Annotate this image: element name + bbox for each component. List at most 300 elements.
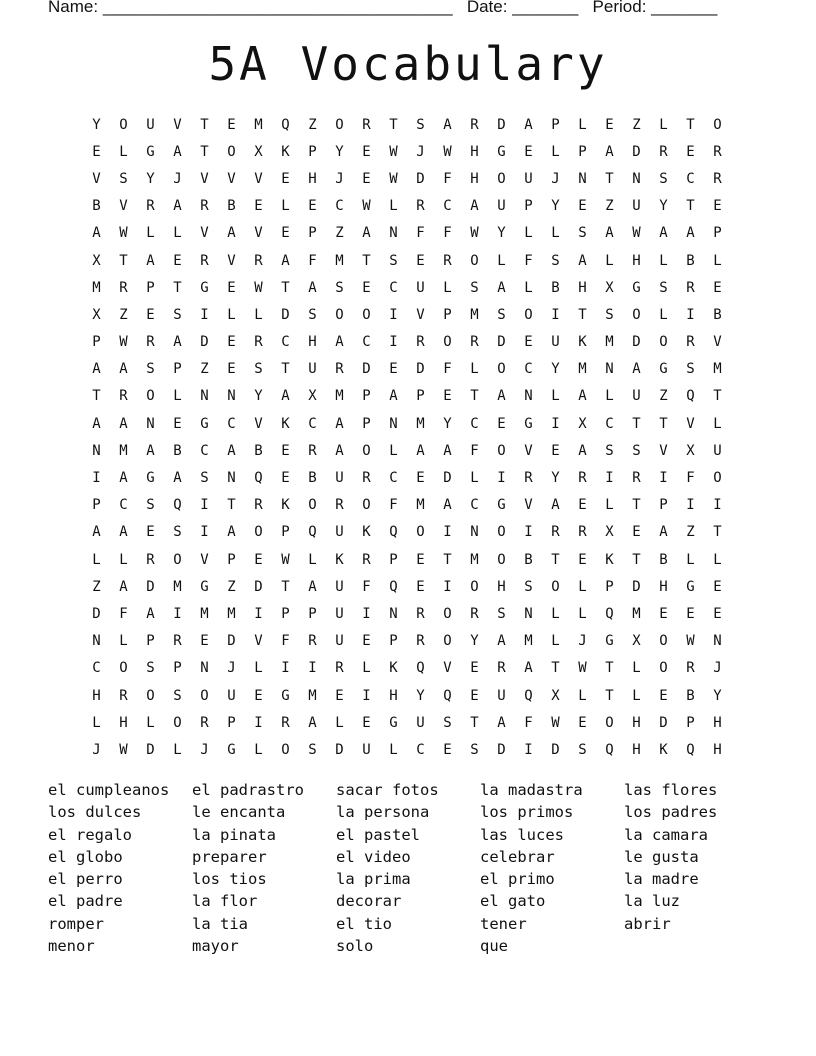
grid-row [83,655,733,682]
grid-letter: O [551,578,560,595]
grid-letter: H [659,578,668,595]
grid-letter: V [119,198,128,215]
grid-letter: R [416,605,425,622]
grid-row [83,301,733,328]
grid-letter: E [524,334,533,351]
grid-letter: S [659,170,668,187]
grid-letter: S [173,306,182,323]
grid-letter: R [200,714,209,731]
grid-letter: O [335,306,344,323]
grid-letter: C [389,470,398,487]
grid-letter: D [632,334,641,351]
grid-letter: A [497,279,506,296]
grid-letter: I [362,605,371,622]
grid-letter: E [686,143,695,160]
grid-letter: U [362,741,371,758]
grid-letter: F [281,633,290,650]
grid-letter: D [632,143,641,160]
grid-letter: R [578,470,587,487]
grid-letter: M [713,361,722,378]
grid-letter: U [335,633,344,650]
page-title: 5A Vocabulary [208,37,608,91]
word-search-grid [83,111,733,764]
grid-letter: I [524,741,533,758]
grid-letter: J [335,170,344,187]
vocab-word: el perro [48,870,123,889]
grid-letter: M [92,279,101,296]
grid-letter: P [227,551,236,568]
grid-letter: S [146,660,155,677]
grid-letter: V [254,415,263,432]
grid-letter: E [281,442,290,459]
grid-letter: S [632,442,641,459]
grid-letter: N [92,633,101,650]
grid-letter: M [578,361,587,378]
grid-letter: S [443,714,452,731]
grid-letter: L [632,660,641,677]
grid-letter: P [686,714,695,731]
grid-letter: L [551,143,560,160]
grid-row [83,247,733,274]
grid-letter: E [443,741,452,758]
grid-letter: A [146,605,155,622]
grid-letter: K [362,524,371,541]
grid-letter: Y [416,687,425,704]
grid-letter: A [92,225,101,242]
grid-letter: M [470,551,479,568]
grid-letter: P [551,116,560,133]
grid-letter: W [551,714,560,731]
grid-letter: I [443,578,452,595]
grid-letter: X [254,143,263,160]
grid-letter: O [713,470,722,487]
grid-letter: G [497,497,506,514]
grid-letter: E [254,551,263,568]
grid-letter: I [686,306,695,323]
grid-letter: A [92,361,101,378]
grid-letter: T [281,361,290,378]
grid-letter: Z [686,524,695,541]
grid-letter: T [605,660,614,677]
grid-letter: A [524,116,533,133]
grid-letter: S [389,252,398,269]
grid-letter: E [659,605,668,622]
vocab-word: solo [336,937,374,956]
grid-letter: A [605,225,614,242]
grid-letter: T [605,687,614,704]
grid-letter: C [119,497,128,514]
grid-letter: V [200,225,209,242]
grid-letter: I [200,497,209,514]
grid-letter: U [524,170,533,187]
grid-letter: R [470,605,479,622]
grid-letter: H [632,741,641,758]
grid-letter: S [659,279,668,296]
grid-letter: P [281,605,290,622]
grid-letter: L [389,442,398,459]
grid-letter: W [632,225,641,242]
grid-letter: A [389,388,398,405]
grid-letter: H [92,687,101,704]
grid-letter: I [389,306,398,323]
grid-letter: C [200,442,209,459]
grid-letter: V [254,170,263,187]
grid-letter: R [173,633,182,650]
grid-letter: O [659,633,668,650]
grid-letter: N [389,415,398,432]
grid-letter: M [605,334,614,351]
grid-letter: D [497,116,506,133]
grid-row [83,573,733,600]
grid-letter: T [227,497,236,514]
grid-letter: L [524,225,533,242]
grid-letter: T [173,279,182,296]
name-blank[interactable]: _____________________________________ [102,0,453,16]
grid-letter: R [713,170,722,187]
grid-letter: P [92,497,101,514]
grid-letter: G [200,578,209,595]
grid-letter: C [686,170,695,187]
grid-letter: A [281,252,290,269]
grid-letter: P [173,361,182,378]
grid-letter: R [470,334,479,351]
grid-letter: T [632,497,641,514]
grid-letter: Y [470,633,479,650]
grid-letter: Y [551,470,560,487]
grid-letter: B [686,252,695,269]
grid-letter: V [524,442,533,459]
vocab-word: abrir [624,914,671,933]
grid-row [83,220,733,247]
vocab-word: los padres [624,803,718,822]
grid-letter: T [551,660,560,677]
grid-letter: A [470,198,479,215]
grid-letter: D [146,578,155,595]
grid-letter: D [551,741,560,758]
grid-letter: L [254,306,263,323]
grid-letter: E [578,551,587,568]
grid-letter: V [443,660,452,677]
grid-letter: I [524,524,533,541]
grid-letter: Y [146,170,155,187]
grid-letter: N [200,660,209,677]
grid-letter: T [443,551,452,568]
grid-letter: U [632,388,641,405]
period-blank[interactable]: _______ [651,0,718,16]
grid-letter: L [146,225,155,242]
vocab-word: el regalo [48,825,132,844]
grid-letter: W [119,225,128,242]
grid-letter: H [470,170,479,187]
grid-letter: R [119,687,128,704]
grid-letter: X [605,279,614,296]
grid-letter: O [443,633,452,650]
grid-letter: T [686,198,695,215]
grid-letter: E [578,497,587,514]
grid-letter: N [524,605,533,622]
grid-letter: G [524,415,533,432]
grid-letter: S [578,225,587,242]
grid-letter: O [416,524,425,541]
grid-letter: J [200,741,209,758]
grid-letter: H [389,687,398,704]
grid-letter: R [119,279,128,296]
grid-letter: S [335,279,344,296]
grid-letter: T [470,388,479,405]
grid-letter: G [686,578,695,595]
grid-letter: E [254,198,263,215]
grid-row [83,492,733,519]
grid-letter: D [443,470,452,487]
grid-letter: C [308,415,317,432]
vocab-word: el tio [336,914,392,933]
vocab-word: el primo [480,870,555,889]
grid-letter: L [335,714,344,731]
grid-letter: A [308,578,317,595]
grid-letter: E [497,415,506,432]
grid-letter: C [443,198,452,215]
grid-letter: R [659,143,668,160]
grid-letter: P [308,605,317,622]
grid-letter: A [416,442,425,459]
vocab-word: el padrastro [192,781,304,799]
grid-letter: L [551,633,560,650]
grid-letter: X [605,524,614,541]
grid-letter: S [605,306,614,323]
grid-letter: H [632,252,641,269]
grid-letter: Y [497,225,506,242]
grid-letter: R [524,470,533,487]
grid-letter: J [173,170,182,187]
grid-letter: L [578,687,587,704]
grid-letter: R [335,660,344,677]
grid-letter: H [119,714,128,731]
grid-letter: E [254,687,263,704]
grid-letter: A [146,252,155,269]
grid-letter: V [92,170,101,187]
grid-letter: H [632,714,641,731]
grid-letter: U [335,578,344,595]
grid-letter: C [470,415,479,432]
grid-letter: L [173,388,182,405]
grid-letter: E [389,361,398,378]
grid-letter: P [362,415,371,432]
grid-letter: G [389,714,398,731]
grid-letter: A [173,143,182,160]
grid-letter: T [713,388,722,405]
grid-letter: U [497,687,506,704]
grid-letter: V [200,551,209,568]
grid-letter: Z [335,225,344,242]
grid-letter: I [308,660,317,677]
grid-letter: E [173,252,182,269]
grid-letter: D [632,578,641,595]
grid-letter: O [362,442,371,459]
grid-letter: O [335,116,344,133]
grid-letter: D [362,361,371,378]
grid-letter: Q [416,660,425,677]
grid-letter: H [497,578,506,595]
grid-letter: M [227,605,236,622]
grid-letter: L [173,741,182,758]
grid-letter: O [497,170,506,187]
grid-letter: R [686,279,695,296]
grid-letter: S [173,687,182,704]
grid-letter: S [119,170,128,187]
grid-row [83,464,733,491]
grid-letter: R [551,524,560,541]
grid-letter: H [470,143,479,160]
grid-letter: P [389,633,398,650]
grid-letter: E [173,415,182,432]
grid-letter: A [227,442,236,459]
grid-letter: N [389,605,398,622]
vocab-word: la tia [192,914,248,933]
grid-letter: A [551,497,560,514]
grid-letter: L [173,225,182,242]
grid-letter: T [632,551,641,568]
vocab-word: preparer [192,847,267,866]
grid-letter: X [632,633,641,650]
grid-letter: E [659,687,668,704]
grid-letter: L [659,306,668,323]
grid-letter: P [173,660,182,677]
grid-letter: P [713,225,722,242]
grid-letter: M [416,497,425,514]
grid-letter: M [173,578,182,595]
grid-letter: D [281,306,290,323]
grid-letter: U [713,442,722,459]
vocab-word: la pinata [192,825,276,844]
grid-letter: M [200,605,209,622]
grid-letter: O [200,687,209,704]
grid-letter: N [605,361,614,378]
grid-row [83,193,733,220]
vocab-word: las luces [480,825,564,844]
vocab-word: romper [48,914,104,933]
grid-letter: P [146,279,155,296]
grid-letter: B [659,551,668,568]
grid-letter: T [470,714,479,731]
grid-letter: Q [686,388,695,405]
grid-letter: H [308,334,317,351]
grid-letter: O [362,306,371,323]
grid-letter: D [146,741,155,758]
grid-letter: R [308,442,317,459]
grid-letter: V [416,306,425,323]
grid-letter: I [200,524,209,541]
grid-letter: F [389,497,398,514]
grid-letter: A [362,225,371,242]
vocab-word: los dulces [48,803,142,822]
grid-letter: E [551,442,560,459]
grid-letter: R [686,660,695,677]
grid-letter: K [605,551,614,568]
grid-letter: T [200,116,209,133]
grid-letter: C [335,198,344,215]
grid-letter: O [173,714,182,731]
grid-letter: S [578,741,587,758]
grid-letter: R [362,551,371,568]
grid-letter: N [632,170,641,187]
grid-row [83,329,733,356]
grid-letter: O [497,442,506,459]
grid-letter: M [470,306,479,323]
grid-letter: A [173,470,182,487]
grid-letter: S [308,306,317,323]
grid-letter: A [524,660,533,677]
grid-letter: F [686,470,695,487]
grid-letter: L [605,252,614,269]
grid-letter: R [254,334,263,351]
grid-letter: A [119,524,128,541]
grid-letter: O [308,497,317,514]
grid-letter: A [119,415,128,432]
grid-letter: S [524,578,533,595]
grid-letter: T [659,415,668,432]
vocab-word: la madastra [480,781,583,799]
grid-letter: X [92,252,101,269]
grid-row [83,682,733,709]
grid-letter: X [92,306,101,323]
grid-letter: L [119,551,128,568]
grid-letter: L [389,198,398,215]
grid-letter: S [470,741,479,758]
grid-letter: M [335,252,344,269]
grid-letter: N [713,633,722,650]
grid-letter: R [578,524,587,541]
grid-letter: I [686,497,695,514]
grid-letter: L [659,252,668,269]
grid-letter: H [308,170,317,187]
grid-letter: Y [659,198,668,215]
grid-letter: S [173,524,182,541]
grid-row [83,165,733,192]
grid-row [83,546,733,573]
grid-letter: I [362,687,371,704]
grid-letter: J [92,741,101,758]
grid-letter: I [551,415,560,432]
grid-letter: J [227,660,236,677]
grid-letter: S [605,442,614,459]
grid-letter: L [713,551,722,568]
grid-letter: V [524,497,533,514]
grid-letter: L [659,116,668,133]
grid-letter: R [497,660,506,677]
date-blank[interactable]: _______ [512,0,579,16]
grid-letter: J [416,143,425,160]
grid-letter: D [497,334,506,351]
grid-letter: E [281,170,290,187]
grid-letter: A [578,388,587,405]
grid-letter: E [470,660,479,677]
grid-letter: U [227,687,236,704]
grid-letter: O [227,143,236,160]
grid-row [83,736,733,763]
grid-letter: A [308,279,317,296]
grid-letter: L [119,143,128,160]
vocab-word: los primos [480,803,574,822]
vocab-word: la camara [624,825,708,844]
grid-letter: E [416,252,425,269]
grid-letter: L [254,741,263,758]
grid-letter: L [551,225,560,242]
grid-row [83,709,733,736]
grid-letter: D [335,741,344,758]
grid-letter: L [578,116,587,133]
grid-letter: Z [200,361,209,378]
grid-letter: E [605,116,614,133]
